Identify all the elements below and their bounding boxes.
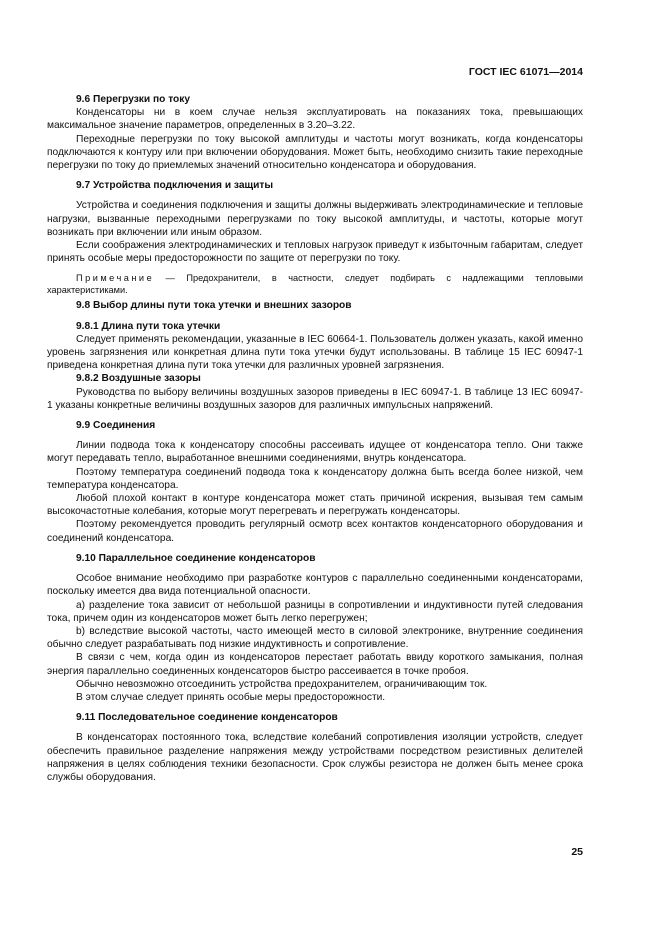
section-9-6-paragraph-1: Конденсаторы ни в коем случае нельзя эксплуатировать на показаниях тока, превышающих максимальное значение параметров, определенных в 3.20–3.22. xyxy=(47,107,583,132)
section-9-6-heading: 9.6 Перегрузки по току xyxy=(76,94,191,105)
section-9-9-paragraph-3: Любой плохой контакт в контуре конденсатора может стать причиной искрения, вызывая тем самым высокочастотные колебания, которые могут перегревать и перегружать конденсаторы. xyxy=(47,493,583,518)
section-9-7-note xyxy=(47,272,583,296)
section-9-8-2-paragraph: Руководства по выбору величины воздушных зазоров приведены в IEC 60947-1. В таблице 13 IEC 60947-1 указаны конкретные величины воздушных зазоров для различных импульсных напряжений. xyxy=(47,386,583,411)
section-9-11-heading: 9.11 Последовательное соединение конденсаторов xyxy=(76,712,338,724)
section-9-10-paragraph-5: Обычно невозможно отсоединить устройства предохранителем, ограничивающим ток. xyxy=(76,678,488,690)
section-9-10-item-b: b) вследствие высокой частоты, часто имеющей место в силовой электронике, внутренние соединения обычно следует разрабатывать под низкие индуктивность и сопротивление. xyxy=(47,625,583,651)
page-content xyxy=(47,93,583,784)
section-9-11-paragraph-1: В конденсаторах постоянного тока, вследствие колебаний сопротивления изоляции устройств, следует обеспечить правильное разделение напряжения между устройствами посредством резистивных делителей напряжения в целях соблюдения техники безопасности. Срок службы резистора не должен быть менее срока службы оборудования. xyxy=(47,732,583,783)
section-9-8-1-heading: 9.8.1 Длина пути тока утечки xyxy=(76,320,221,332)
note-text: — Предохранители, в частности, следует подбирать с надлежащими тепловыми характеристиками. xyxy=(47,273,583,296)
section-9-7-heading: 9.7 Устройства подключения и защиты xyxy=(76,180,274,192)
section-9-8-2-heading: 9.8.2 Воздушные зазоры xyxy=(76,373,201,385)
section-9-7-paragraph-1: Устройства и соединения подключения и защиты должны выдерживать электродинамические и тепловые нагрузки, вызванные переходными перегрузками по току высокой амплитуды, и частоты, которые могут возникать при включении или иным образом. xyxy=(47,200,583,238)
section-9-10-paragraph-6: В этом случае следует принять особые меры предосторожности. xyxy=(76,691,386,703)
section-9-8-heading: 9.8 Выбор длины пути тока утечки и внешних зазоров xyxy=(76,300,352,312)
section-9-10-item-a: a) разделение тока зависит от небольшой разницы в сопротивлении и индуктивности путей следования тока, причем один из конденсаторов может быть легко перегружен; xyxy=(47,599,583,624)
section-9-9-paragraph-4: Поэтому рекомендуется проводить регулярный осмотр всех контактов конденсаторного оборудования и соединений конденсатора. xyxy=(47,519,583,544)
section-9-8-1-paragraph: Следует применять рекомендации, указанные в IEC 60664-1. Пользователь должен указать, какой именно уровень загрязнения или конкретная длина пути тока утечки будут использованы. В таблице 15 IEC 60947-1 приведена конкретная длина пути тока утечки для различных уровней загрязнения. xyxy=(47,333,583,372)
section-9-9-paragraph-2: Поэтому температура соединений подвода тока к конденсатору должна быть всегда более низкой, чем температура конденсатора. xyxy=(47,466,583,491)
standard-header: ГОСТ IEC 61071—2014 xyxy=(468,66,583,78)
section-9-10-heading: 9.10 Параллельное соединение конденсаторов xyxy=(76,552,316,564)
section-9-9-paragraph-1: Линии подвода тока к конденсатору способны рассеивать идущее от конденсатора тепло. Они также могут передавать тепло, выработанное внешними соединениями, внутрь конденсатора. xyxy=(47,440,583,465)
section-9-10-paragraph-1: Особое внимание необходимо при разработке контуров с параллельно соединенными конденсаторами, поскольку имеется два вида потенциальной опасности. xyxy=(47,573,583,598)
section-9-9-heading: 9.9 Соединения xyxy=(76,420,156,432)
section-9-10-paragraph-4: В связи с чем, когда один из конденсаторов перестает работать ввиду короткого замыкания, полная энергия параллельно соединенных конденсаторов быстро рассеивается в точке пробоя. xyxy=(47,652,583,677)
section-9-6-paragraph-2: Переходные перегрузки по току высокой амплитуды и частоты могут возникать, когда конденсаторы подключаются к контуру или при включении оборудования. Может быть, необходимо снизить такие переходные перегрузки по току до приемлемых значений относительно конденсатора и оборудования. xyxy=(47,133,583,172)
note-label: Примечание xyxy=(76,273,155,284)
section-9-7-paragraph-2: Если соображения электродинамических и тепловых нагрузок приведут к избыточным габаритам, следует принять особые меры предосторожности по защите от перегрузки по току. xyxy=(47,240,583,265)
page-number: 25 xyxy=(571,846,583,858)
